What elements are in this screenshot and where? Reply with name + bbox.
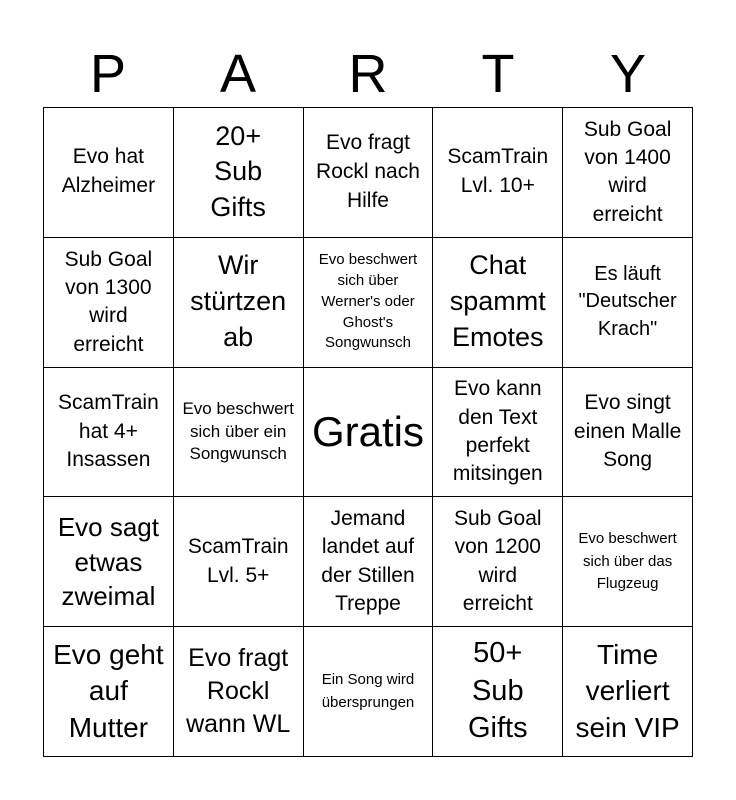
bingo-cell[interactable] bbox=[44, 497, 174, 627]
bingo-cell[interactable] bbox=[304, 108, 434, 238]
bingo-cell[interactable] bbox=[563, 368, 693, 498]
bingo-cell[interactable] bbox=[433, 108, 563, 238]
cell-text: Evo beschwert sich über das Flugzeug bbox=[578, 530, 677, 593]
bingo-cell[interactable] bbox=[433, 627, 563, 757]
bingo-cell[interactable] bbox=[563, 108, 693, 238]
header-letter-r: R bbox=[348, 44, 388, 104]
cell-text: Evo sagt etwas zweimal bbox=[57, 511, 159, 612]
cell-text: Chat spammt Emotes bbox=[449, 250, 546, 353]
cell-text: ScamTrain Lvl. 5+ bbox=[187, 534, 289, 587]
cell-text: Evo hat Alzheimer bbox=[61, 145, 156, 198]
cell-text: Es läuft "Deutscher Krach" bbox=[578, 262, 677, 340]
bingo-cell[interactable] bbox=[174, 108, 304, 238]
cell-text: Wir stürtzen ab bbox=[190, 250, 287, 353]
cell-text: ScamTrain hat 4+ Insassen bbox=[58, 391, 159, 472]
bingo-cell[interactable] bbox=[174, 627, 304, 757]
cell-text: Sub Goal von 1300 wird erreicht bbox=[64, 247, 153, 356]
bingo-header bbox=[43, 40, 693, 108]
header-letter-a: A bbox=[219, 44, 257, 104]
header-letter-p: P bbox=[89, 44, 127, 104]
cell-text: Evo geht auf Mutter bbox=[53, 639, 164, 743]
bingo-cell[interactable] bbox=[44, 238, 174, 368]
cell-text: Evo kann den Text perfekt mitsingen bbox=[452, 377, 543, 486]
cell-text: Sub Goal von 1400 wird erreicht bbox=[583, 117, 672, 226]
bingo-cell[interactable] bbox=[433, 368, 563, 498]
header-letter-t: T bbox=[481, 44, 515, 104]
bingo-cell[interactable] bbox=[433, 497, 563, 627]
bingo-cell[interactable] bbox=[174, 238, 304, 368]
bingo-cell[interactable] bbox=[304, 497, 434, 627]
bingo-cell[interactable] bbox=[563, 627, 693, 757]
cell-text: Evo singt einen Malle Song bbox=[573, 391, 682, 472]
bingo-board bbox=[43, 107, 693, 757]
cell-text: Evo fragt Rockl wann WL bbox=[186, 643, 291, 739]
cell-text: Sub Goal von 1200 wird erreicht bbox=[454, 507, 542, 616]
bingo-cell[interactable] bbox=[304, 627, 434, 757]
bingo-cell[interactable] bbox=[304, 238, 434, 368]
bingo-cell[interactable] bbox=[44, 108, 174, 238]
cell-text: 50+ Sub Gifts bbox=[467, 637, 528, 745]
cell-text: Time verliert sein VIP bbox=[575, 639, 680, 743]
bingo-cell[interactable] bbox=[174, 368, 304, 498]
cell-text: Jemand landet auf der Stillen Treppe bbox=[321, 507, 415, 616]
bingo-cell[interactable] bbox=[304, 368, 434, 498]
cell-text: Ein Song wird übersprungen bbox=[321, 671, 415, 711]
header-letter-y: Y bbox=[609, 44, 647, 104]
bingo-cell[interactable] bbox=[44, 627, 174, 757]
cell-text: 20+ Sub Gifts bbox=[210, 120, 266, 223]
bingo-cell[interactable] bbox=[174, 497, 304, 627]
cell-text: ScamTrain Lvl. 10+ bbox=[447, 145, 549, 198]
bingo-cell[interactable] bbox=[563, 497, 693, 627]
cell-text: Evo fragt Rockl nach Hilfe bbox=[316, 130, 420, 212]
bingo-cell[interactable] bbox=[44, 368, 174, 498]
bingo-cell[interactable] bbox=[563, 238, 693, 368]
free-space: Gratis bbox=[311, 407, 424, 455]
cell-text: Evo beschwert sich über Werner's oder Ghost's Songwunsch bbox=[318, 251, 418, 352]
cell-text: Evo beschwert sich über ein Songwunsch bbox=[182, 398, 294, 464]
bingo-cell[interactable] bbox=[433, 238, 563, 368]
